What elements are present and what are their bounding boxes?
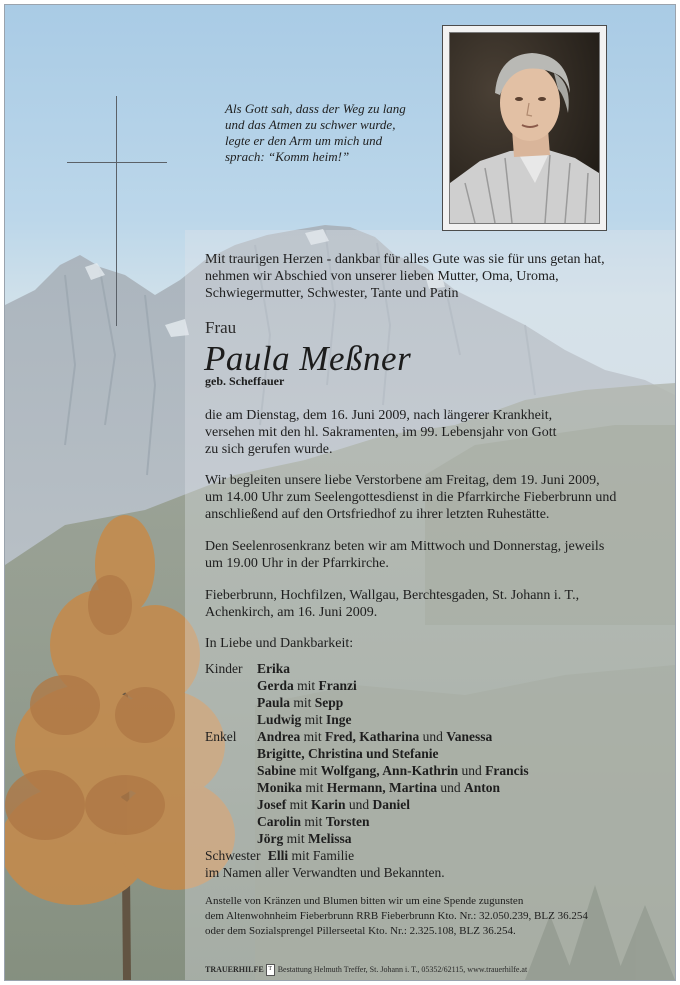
mourner-connector: mit	[301, 712, 327, 727]
footer-brand: TRAUERHILFE	[205, 964, 264, 974]
donation-line: dem Altenwohnheim Fieberbrunn RRB Fieberbrunn Kto. Nr.: 32.050.239, BLZ 36.254	[205, 910, 588, 922]
mourner-connector: und	[419, 729, 447, 744]
mourner-connector: und	[458, 763, 486, 778]
mourner-name: Andrea	[257, 729, 301, 744]
quote-line: Als Gott sah, dass der Weg zu lang	[225, 101, 406, 116]
rosary-line: Den Seelenrosenkranz beten wir am Mittwoch und Donnerstag, jeweils	[205, 539, 605, 554]
funeral-line: anschließend auf den Ortsfriedhof zu ihrer letzten Ruhestätte.	[205, 507, 550, 522]
mourner-name: Francis	[485, 763, 529, 778]
death-notice-line: die am Dienstag, dem 16. Juni 2009, nach längerer Krankheit,	[205, 408, 553, 423]
mourner-name: Inge	[326, 712, 352, 727]
mourner-row	[205, 830, 352, 847]
intro-line: nehmen wir Abschied von unserer lieben Mutter, Oma, Uroma,	[205, 269, 559, 284]
rosary-line: um 19.00 Uhr in der Pfarrkirche.	[205, 556, 389, 571]
quote-line: und das Atmen zu schwer wurde,	[225, 117, 396, 132]
mourner-connector: mit	[302, 780, 327, 795]
mourner-name: Melissa	[308, 831, 352, 846]
death-notice-line: zu sich gerufen wurde.	[205, 442, 333, 457]
mourner-row	[205, 813, 370, 830]
mourner-row	[205, 660, 290, 677]
mourner-name: Fred, Katharina	[325, 729, 420, 744]
mourner-name: Carolin	[257, 814, 302, 829]
mourner-name: Vanessa	[446, 729, 493, 744]
mourner-row	[205, 779, 500, 796]
mourner-connector: mit	[301, 814, 326, 829]
mourner-name: Jörg	[257, 831, 284, 846]
intro-line: Mit traurigen Herzen - dankbar für alles Gute was sie für uns getan hat,	[205, 252, 605, 267]
mourner-connector: mit	[300, 729, 326, 744]
funeral-line: Wir begleiten unsere liebe Verstorbene am Freitag, dem 19. Juni 2009,	[205, 473, 600, 488]
mourner-name: Ludwig	[257, 712, 302, 727]
mourner-name: Daniel	[372, 797, 411, 812]
mourner-name: Anton	[464, 780, 501, 795]
mourners-heading: In Liebe und Dankbarkeit:	[205, 636, 354, 651]
mourner-category: Kinder	[205, 661, 243, 676]
sibling-suffix: mit Familie	[288, 848, 355, 863]
mourner-row	[205, 694, 343, 711]
trauerhilfe-logo-icon: T	[266, 964, 275, 976]
mourner-connector: mit	[290, 695, 315, 710]
donation-note	[205, 894, 588, 939]
mourner-name: Wolfgang, Ann-Kathrin	[320, 763, 459, 778]
cross-bar	[67, 162, 167, 163]
donation-line: oder dem Sozialsprengel Pillerseetal Kto. Nr.: 2.325.108, BLZ 36.254.	[205, 925, 516, 937]
intro-line: Schwiegermutter, Schwester, Tante und Patin	[205, 286, 459, 301]
mourner-name: Paula	[257, 695, 291, 710]
birth-name: geb. Scheffauer	[205, 374, 285, 388]
mourner-name: Josef	[257, 797, 287, 812]
mourner-row	[205, 796, 410, 813]
funeral-line: um 14.00 Uhr zum Seelengottesdienst in die Pfarrkirche Fieberbrunn und	[205, 490, 617, 505]
mourner-row	[205, 711, 352, 728]
mourner-connector: mit	[286, 797, 312, 812]
mourner-connector: mit	[283, 831, 309, 846]
sibling-category: Schwester	[205, 848, 261, 863]
mourner-row	[205, 677, 357, 694]
sibling-name: Elli	[267, 848, 289, 863]
mourner-name: Erika	[257, 661, 291, 676]
mourner-row	[205, 745, 439, 762]
mourner-connector: und	[345, 797, 373, 812]
footer-imprint	[205, 964, 527, 976]
mourner-row	[205, 762, 529, 779]
mourner-category: Enkel	[205, 729, 237, 744]
obituary-card	[4, 4, 676, 981]
mourner-name: Hermann, Martina	[326, 780, 438, 795]
sibling-row	[205, 847, 354, 864]
place-date-line: Fieberbrunn, Hochfilzen, Wallgau, Berchtesgaden, St. Johann i. T.,	[205, 588, 580, 603]
mourner-name: Torsten	[325, 814, 370, 829]
deceased-name: Paula Meßner	[204, 339, 412, 378]
salutation: Frau	[205, 318, 237, 337]
relatives-line: im Namen aller Verwandten und Bekannten.	[205, 865, 445, 880]
place-date-line: Achenkirch, am 16. Juni 2009.	[205, 605, 378, 620]
portrait-photo	[449, 32, 600, 224]
death-notice-line: versehen mit den hl. Sakramenten, im 99. Lebensjahr von Gott	[205, 425, 557, 440]
mourner-name: Monika	[257, 780, 303, 795]
quote-line: legte er den Arm um mich und	[225, 133, 383, 148]
mourner-name: Brigitte, Christina und Stefanie	[257, 746, 439, 761]
donation-line: Anstelle von Kränzen und Blumen bitten wir um eine Spende zugunsten	[205, 895, 524, 907]
mourner-name: Karin	[311, 797, 346, 812]
mourner-name: Gerda	[257, 678, 294, 693]
quote-line: sprach: “Komm heim!”	[225, 149, 350, 164]
mourner-connector: mit	[293, 678, 319, 693]
mourner-name: Sabine	[257, 763, 297, 778]
mourner-name: Sepp	[314, 695, 344, 710]
footer-text: Bestattung Helmuth Treffer, St. Johann i. T., 05352/62115, www.trauerhilfe.at	[277, 964, 528, 974]
mourner-connector: mit	[296, 763, 321, 778]
mourner-row	[205, 728, 492, 745]
verse-quote	[225, 101, 445, 165]
portrait-frame	[442, 25, 607, 231]
mourner-name: Franzi	[318, 678, 357, 693]
mourner-connector: und	[437, 780, 465, 795]
cross-icon	[116, 96, 117, 326]
